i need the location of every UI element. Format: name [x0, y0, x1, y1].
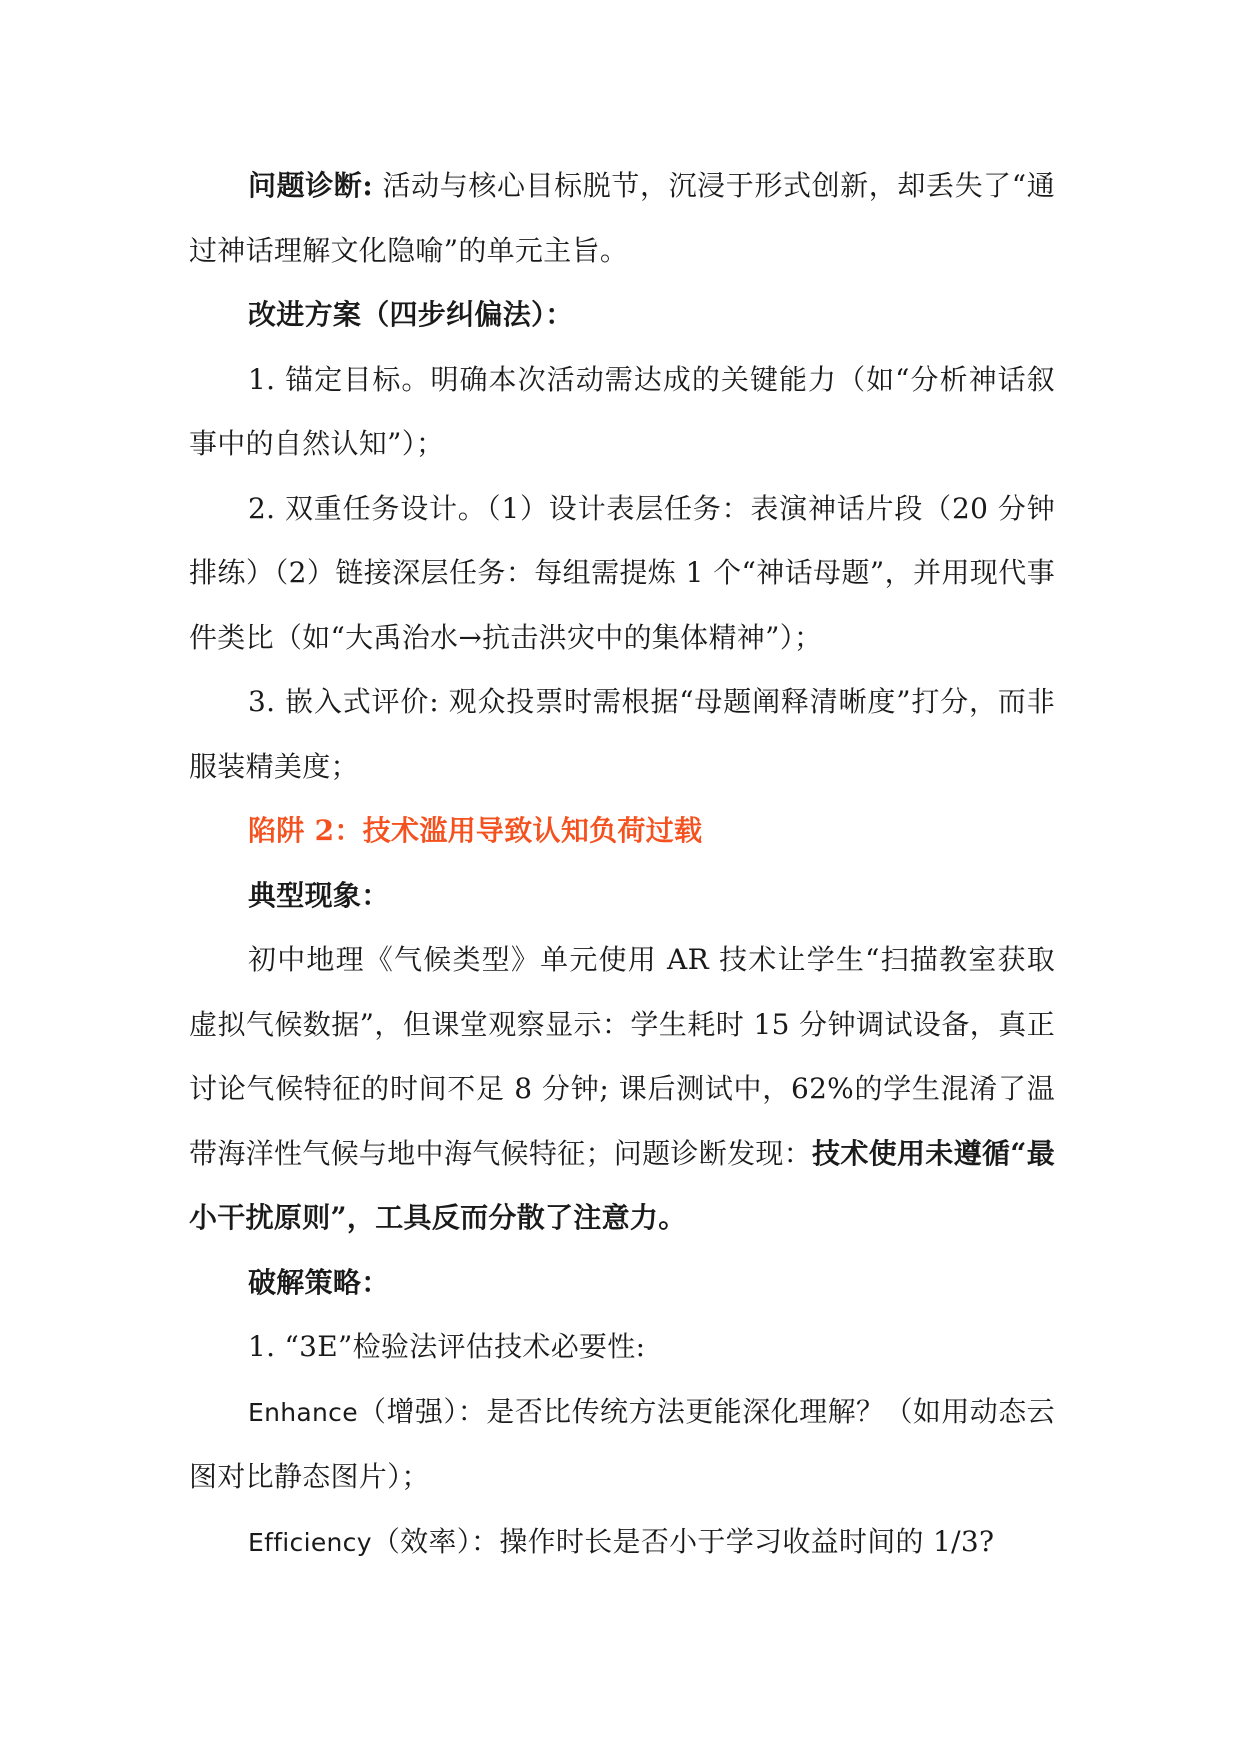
- diagnosis-paragraph: [189, 154, 1055, 283]
- step-1: 1. 锚定目标。明确本次活动需达成的关键能力（如“分析神话叙事中的自然认知”）；: [189, 362, 1055, 460]
- phenomenon-title: 典型现象：: [248, 878, 390, 912]
- enhance-term: Enhance: [248, 1397, 358, 1427]
- efficiency-text: （效率）：操作时长是否小于学习收益时间的 1/3?: [371, 1524, 995, 1558]
- efficiency-term: Efficiency: [248, 1527, 372, 1557]
- trap-2-heading: 陷阱 2：技术滥用导致认知负荷过载: [248, 814, 703, 847]
- phenomenon-paragraph: [189, 928, 1055, 1251]
- phenomenon-text: 初中地理《气候类型》单元使用 AR 技术让学生“扫描教室获取虚拟气候数据”，但课堂观察显示：学生耗时 15 分钟调试设备，真正讨论气候特征的时间不足 8 分钟; 课后测试中，62%的学生混淆了温带海洋性气候与地中海气候特征；问题诊断发现：: [189, 943, 1055, 1170]
- diagnosis-label: 问题诊断:: [248, 169, 374, 202]
- strategy-title: 破解策略：: [248, 1265, 390, 1299]
- efficiency-item: [189, 1510, 1055, 1576]
- phenomenon-emphasis: 技术使用未遵循“最小干扰原则”，工具反而分散了注意力。: [189, 1136, 1055, 1234]
- enhance-text: （增强）：是否比传统方法更能深化理解？（如用动态云图对比静态图片）；: [189, 1394, 1055, 1493]
- diagnosis-text: 活动与核心目标脱节，沉浸于形式创新，却丢失了“通过神话理解文化隐喻”的单元主旨。: [189, 169, 1055, 267]
- step-3: 3. 嵌入式评价: 观众投票时需根据“母题阐释清晰度”打分，而非服装精美度；: [189, 685, 1055, 783]
- improve-title: 改进方案（四步纠偏法）：: [248, 298, 574, 331]
- check-3e: 1. “3E”检验法评估技术必要性:: [248, 1330, 646, 1363]
- step-2: 2. 双重任务设计。（1）设计表层任务：表演神话片段（20 分钟排练）（2）链接深层任务：每组需提炼 1 个“神话母题”，并用现代事件类比（如“大禹治水→抗击洪灾中的集体精神”）；: [189, 491, 1055, 654]
- document-body: [189, 154, 1055, 1575]
- enhance-item: [189, 1380, 1055, 1510]
